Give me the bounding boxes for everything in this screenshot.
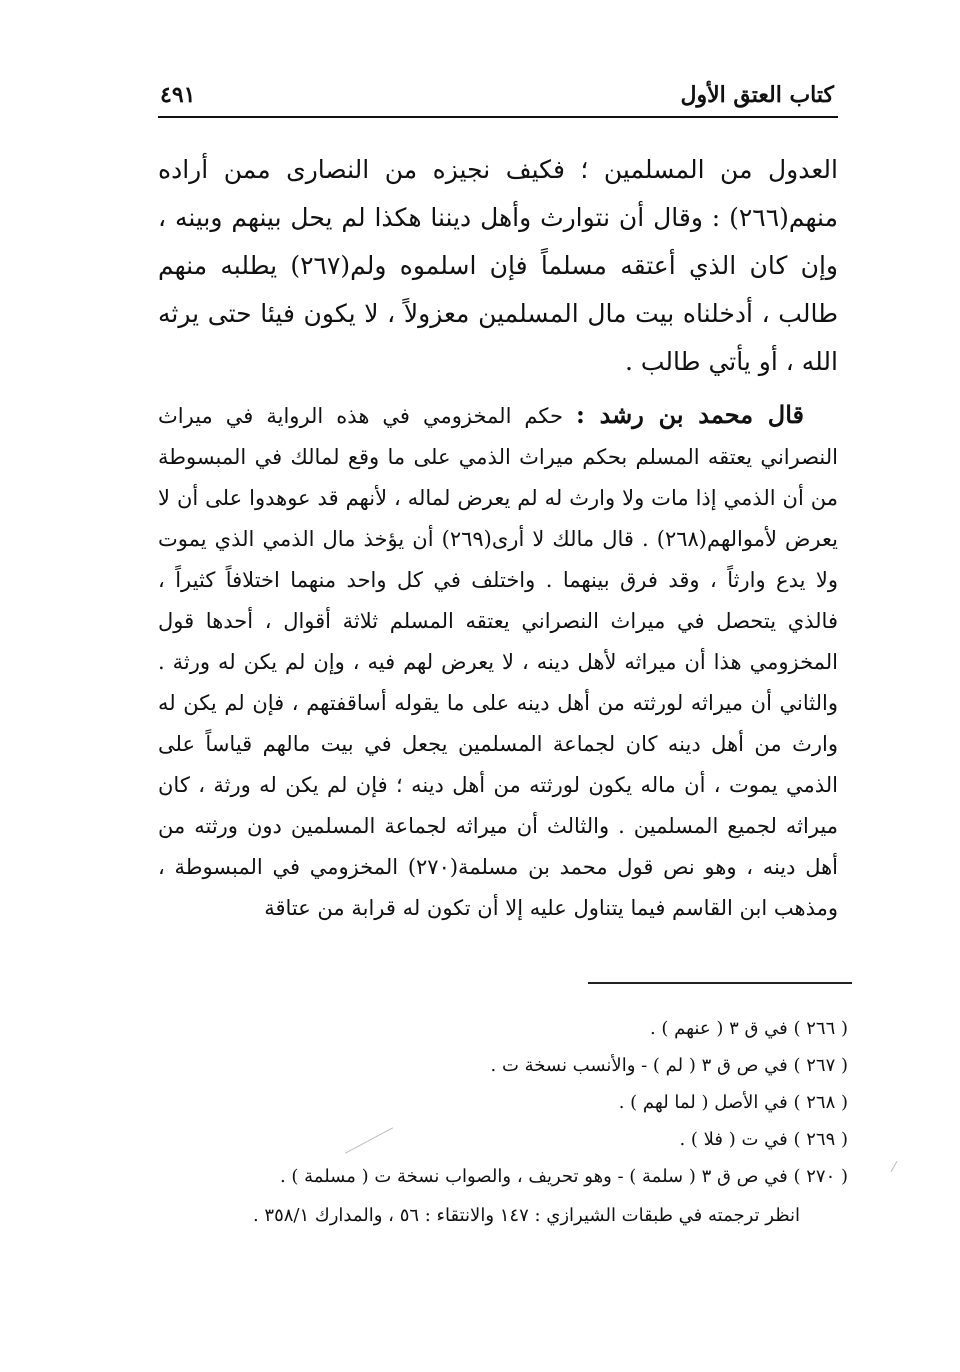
scan-stray-mark: [891, 1161, 898, 1172]
footnote-269: ( ٢٦٩ ) في ت ( فلا ) .: [679, 1129, 848, 1150]
commentary-lead: قال محمد بن رشد :: [576, 400, 804, 429]
page-number: ٤٩١: [160, 82, 196, 108]
footnote-267: ( ٢٦٧ ) في ص ق ٣ ( لم ) - والأنسب نسخة ت .: [490, 1055, 848, 1076]
paragraph-2-body: حكم المخزومي في هذه الرواية في ميراث النصراني يعتقه المسلم بحكم ميراث الذمي على ما وقع لمالك في المبسوطة من أن الذمي إذا مات ولا وارث له لم يعرض لماله ، لأنهم قد عوهدوا على أن لا يعرض لأموالهم(٢٦٨) . قال مالك لا أرى(٢٦٩) أن يؤخذ مال الذمي الذي يموت ولا يدع وارثاً ، وقد فرق بينهما . واختلف في كل واحد منهما اختلافاً كثيراً ، فالذي يتحصل في ميراث النصراني يعتقه المسلم ثلاثة أقوال ، أحدها قول المخزومي هذا أن ميراثه لأهل دينه ، لا يعرض لهم فيه ، وإن لم يكن له ورثة . والثاني أن ميراثه لورثته من أهل دينه على ما يقوله أساقفتهم ، فإن لم يكن له وارث من أهل دينه كان لجماعة المسلمين يجعل في بيت مالهم قياساً على الذمي يموت ، أن ماله يكون لورثته من أهل دينه ؛ فإن لم يكن له ورثة ، كان ميراثه لجميع المسلمين . والثالث أن ميراثه لجماعة المسلمين دون ورثته من أهل دينه ، وهو نص قول محمد بن مسلمة(٢٧٠) المخزومي في المبسوطة ، ومذهب ابن القاسم فيما يتناول عليه إلا أن تكون له قرابة من عتاقة: [158, 404, 838, 920]
page-header: [158, 76, 838, 118]
footnote-divider: [588, 982, 852, 984]
footnote-270: ( ٢٧٠ ) في ص ق ٣ ( سلمة ) - وهو تحريف ، والصواب نسخة ت ( مسلمة ) .: [279, 1166, 848, 1187]
footnote-reference-note: انظر ترجمته في طبقات الشيرازي : ١٤٧ والانتقاء : ٥٦ ، والمدارك ٣٥٨/١ .: [252, 1205, 800, 1226]
main-text: [158, 146, 838, 929]
running-title: كتاب العتق الأول: [680, 82, 834, 108]
footnote-268: ( ٢٦٨ ) في الأصل ( لما لهم ) .: [618, 1092, 848, 1113]
footnotes: [158, 1010, 848, 1234]
footnote-266: ( ٢٦٦ ) في ق ٣ ( عنهم ) .: [649, 1018, 848, 1039]
paragraph-2: [158, 394, 838, 929]
paragraph-1: العدول من المسلمين ؛ فكيف نجيزه من النصارى ممن أراده منهم(٢٦٦) : وقال أن نتوارث وأهل ديننا هكذا لم يحل بينهم وبينه ، وإن كان الذي أعتقه مسلماً فإن اسلموه ولم(٢٦٧) يطلبه منهم طالب ، أدخلناه بيت مال المسلمين معزولاً ، لا يكون فيئا حتى يرثه الله ، أو يأتي طالب .: [158, 155, 839, 376]
